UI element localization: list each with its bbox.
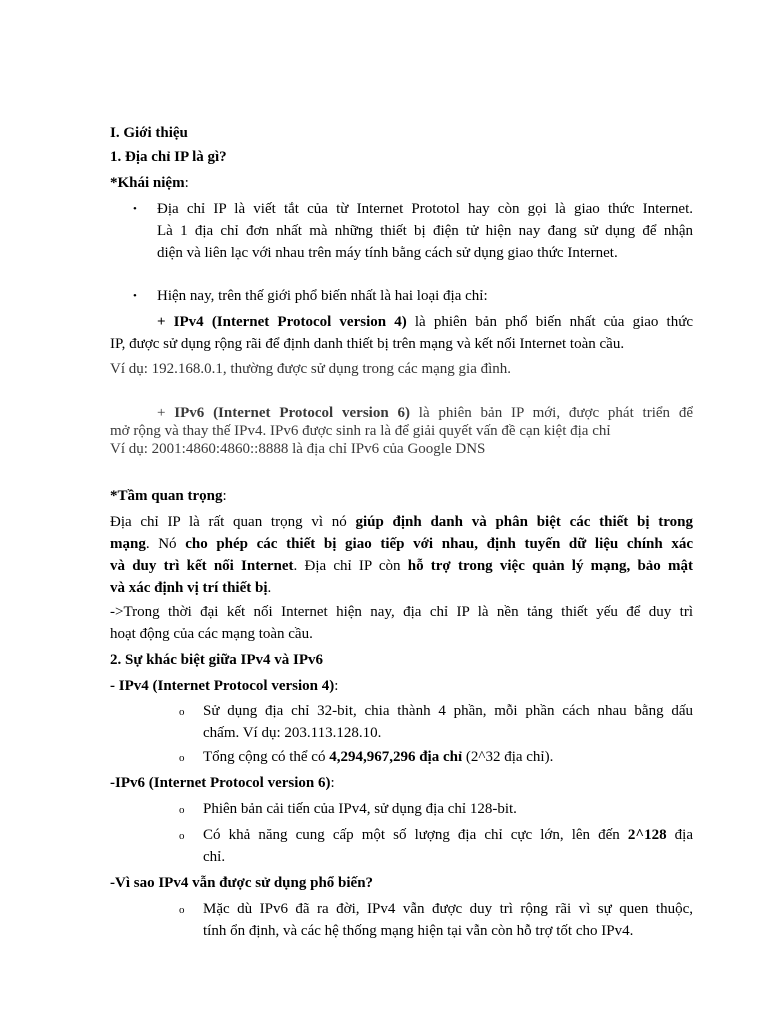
bullet2-line1: Hiện nay, trên thế giới phổ biến nhất là hai loại địa chỉ: — [157, 288, 488, 304]
ipv4-example: Ví dụ: 192.168.0.1, thường được sử dụng trong các mạng gia đình. — [110, 361, 512, 377]
ipv6-point2-line2: chỉ. — [203, 849, 226, 865]
ipv4-point1-line1: Sử dụng địa chỉ 32-bit, chia thành 4 phần, mỗi phần cách nhau bằng dấu — [203, 703, 693, 719]
ipv4-intro-line1: + IPv4 (Internet Protocol version 4) là phiên bản phổ biến nhất của giao thức — [157, 314, 693, 330]
circle-bullet-icon: o — [179, 752, 185, 764]
heading-concept: *Khái niệm: — [110, 175, 189, 191]
heading-ipv6: -IPv6 (Internet Protocol version 6): — [110, 775, 335, 791]
ipv6-point1: Phiên bản cải tiến của IPv4, sử dụng địa chỉ 128-bit. — [203, 801, 517, 817]
circle-bullet-icon: o — [179, 706, 185, 718]
ipv6-point2-line1: Có khả năng cung cấp một số lượng địa chỉ cực lớn, lên đến 2^128 địa — [203, 827, 694, 843]
circle-bullet-icon: o — [179, 830, 185, 842]
ipv4-point2: Tổng cộng có thể có 4,294,967,296 địa chỉ (2^32 địa chỉ). — [203, 749, 554, 765]
heading-ipv4: - IPv4 (Internet Protocol version 4): — [110, 678, 339, 694]
importance-line2: mạng. Nó cho phép các thiết bị giao tiếp với nhau, định tuyến dữ liệu chính xác — [110, 536, 694, 552]
importance-line4: và xác định vị trí thiết bị. — [110, 580, 272, 596]
bullet1-line3: diện và liên lạc với nhau trên máy tính bằng cách sử dụng giao thức Internet. — [157, 245, 618, 261]
ipv6-intro-line1: + IPv6 (Internet Protocol version 6) là phiên bản IP mới, được phát triển để — [157, 405, 693, 421]
bullet-icon: • — [133, 290, 137, 302]
heading-intro: I. Giới thiệu — [110, 125, 188, 141]
conclusion-line1: ->Trong thời đại kết nối Internet hiện nay, địa chỉ IP là nền tảng thiết yếu để duy trì — [110, 604, 693, 620]
ipv6-intro-line2: mở rộng và thay thế IPv4. IPv6 được sinh ra là để giải quyết vấn đề cạn kiệt địa chỉ — [110, 423, 611, 439]
bullet1-line1: Địa chỉ IP là viết tắt của từ Internet Prototol hay còn gọi là giao thức Internet. — [157, 201, 693, 217]
heading-importance: *Tầm quan trọng: — [110, 488, 227, 504]
conclusion-line2: hoạt động của các mạng toàn cầu. — [110, 626, 313, 642]
ipv4-intro-line2: IP, được sử dụng rộng rãi để định danh thiết bị trên mạng và kết nối Internet toàn cầu. — [110, 336, 625, 352]
why-line2: tính ổn định, và các hệ thống mạng hiện tại vẫn còn hỗ trợ tốt cho IPv4. — [203, 923, 634, 939]
heading-why-ipv4: -Vì sao IPv4 vẫn được sử dụng phổ biến? — [110, 875, 374, 891]
bullet-icon: • — [133, 203, 137, 215]
circle-bullet-icon: o — [179, 904, 185, 916]
bullet1-line2: Là 1 địa chỉ đơn nhất mà những thiết bị điện tử hiện nay đang sử dụng để nhận — [157, 223, 693, 239]
ipv6-example: Ví dụ: 2001:4860:4860::8888 là địa chỉ IPv6 của Google DNS — [110, 441, 486, 457]
importance-line1: Địa chỉ IP là rất quan trọng vì nó giúp định danh và phân biệt các thiết bị trong — [110, 514, 693, 530]
importance-line3: và duy trì kết nối Internet. Địa chỉ IP còn hỗ trợ trong việc quản lý mạng, bảo mật — [110, 558, 694, 574]
ipv4-point1-line2: chấm. Ví dụ: 203.113.128.10. — [203, 725, 382, 741]
heading-differences: 2. Sự khác biệt giữa IPv4 và IPv6 — [110, 652, 324, 668]
circle-bullet-icon: o — [179, 804, 185, 816]
why-line1: Mặc dù IPv6 đã ra đời, IPv4 vẫn được duy trì rộng rãi vì sự quen thuộc, — [203, 901, 693, 917]
heading-what-is-ip: 1. Địa chỉ IP là gì? — [110, 149, 227, 165]
